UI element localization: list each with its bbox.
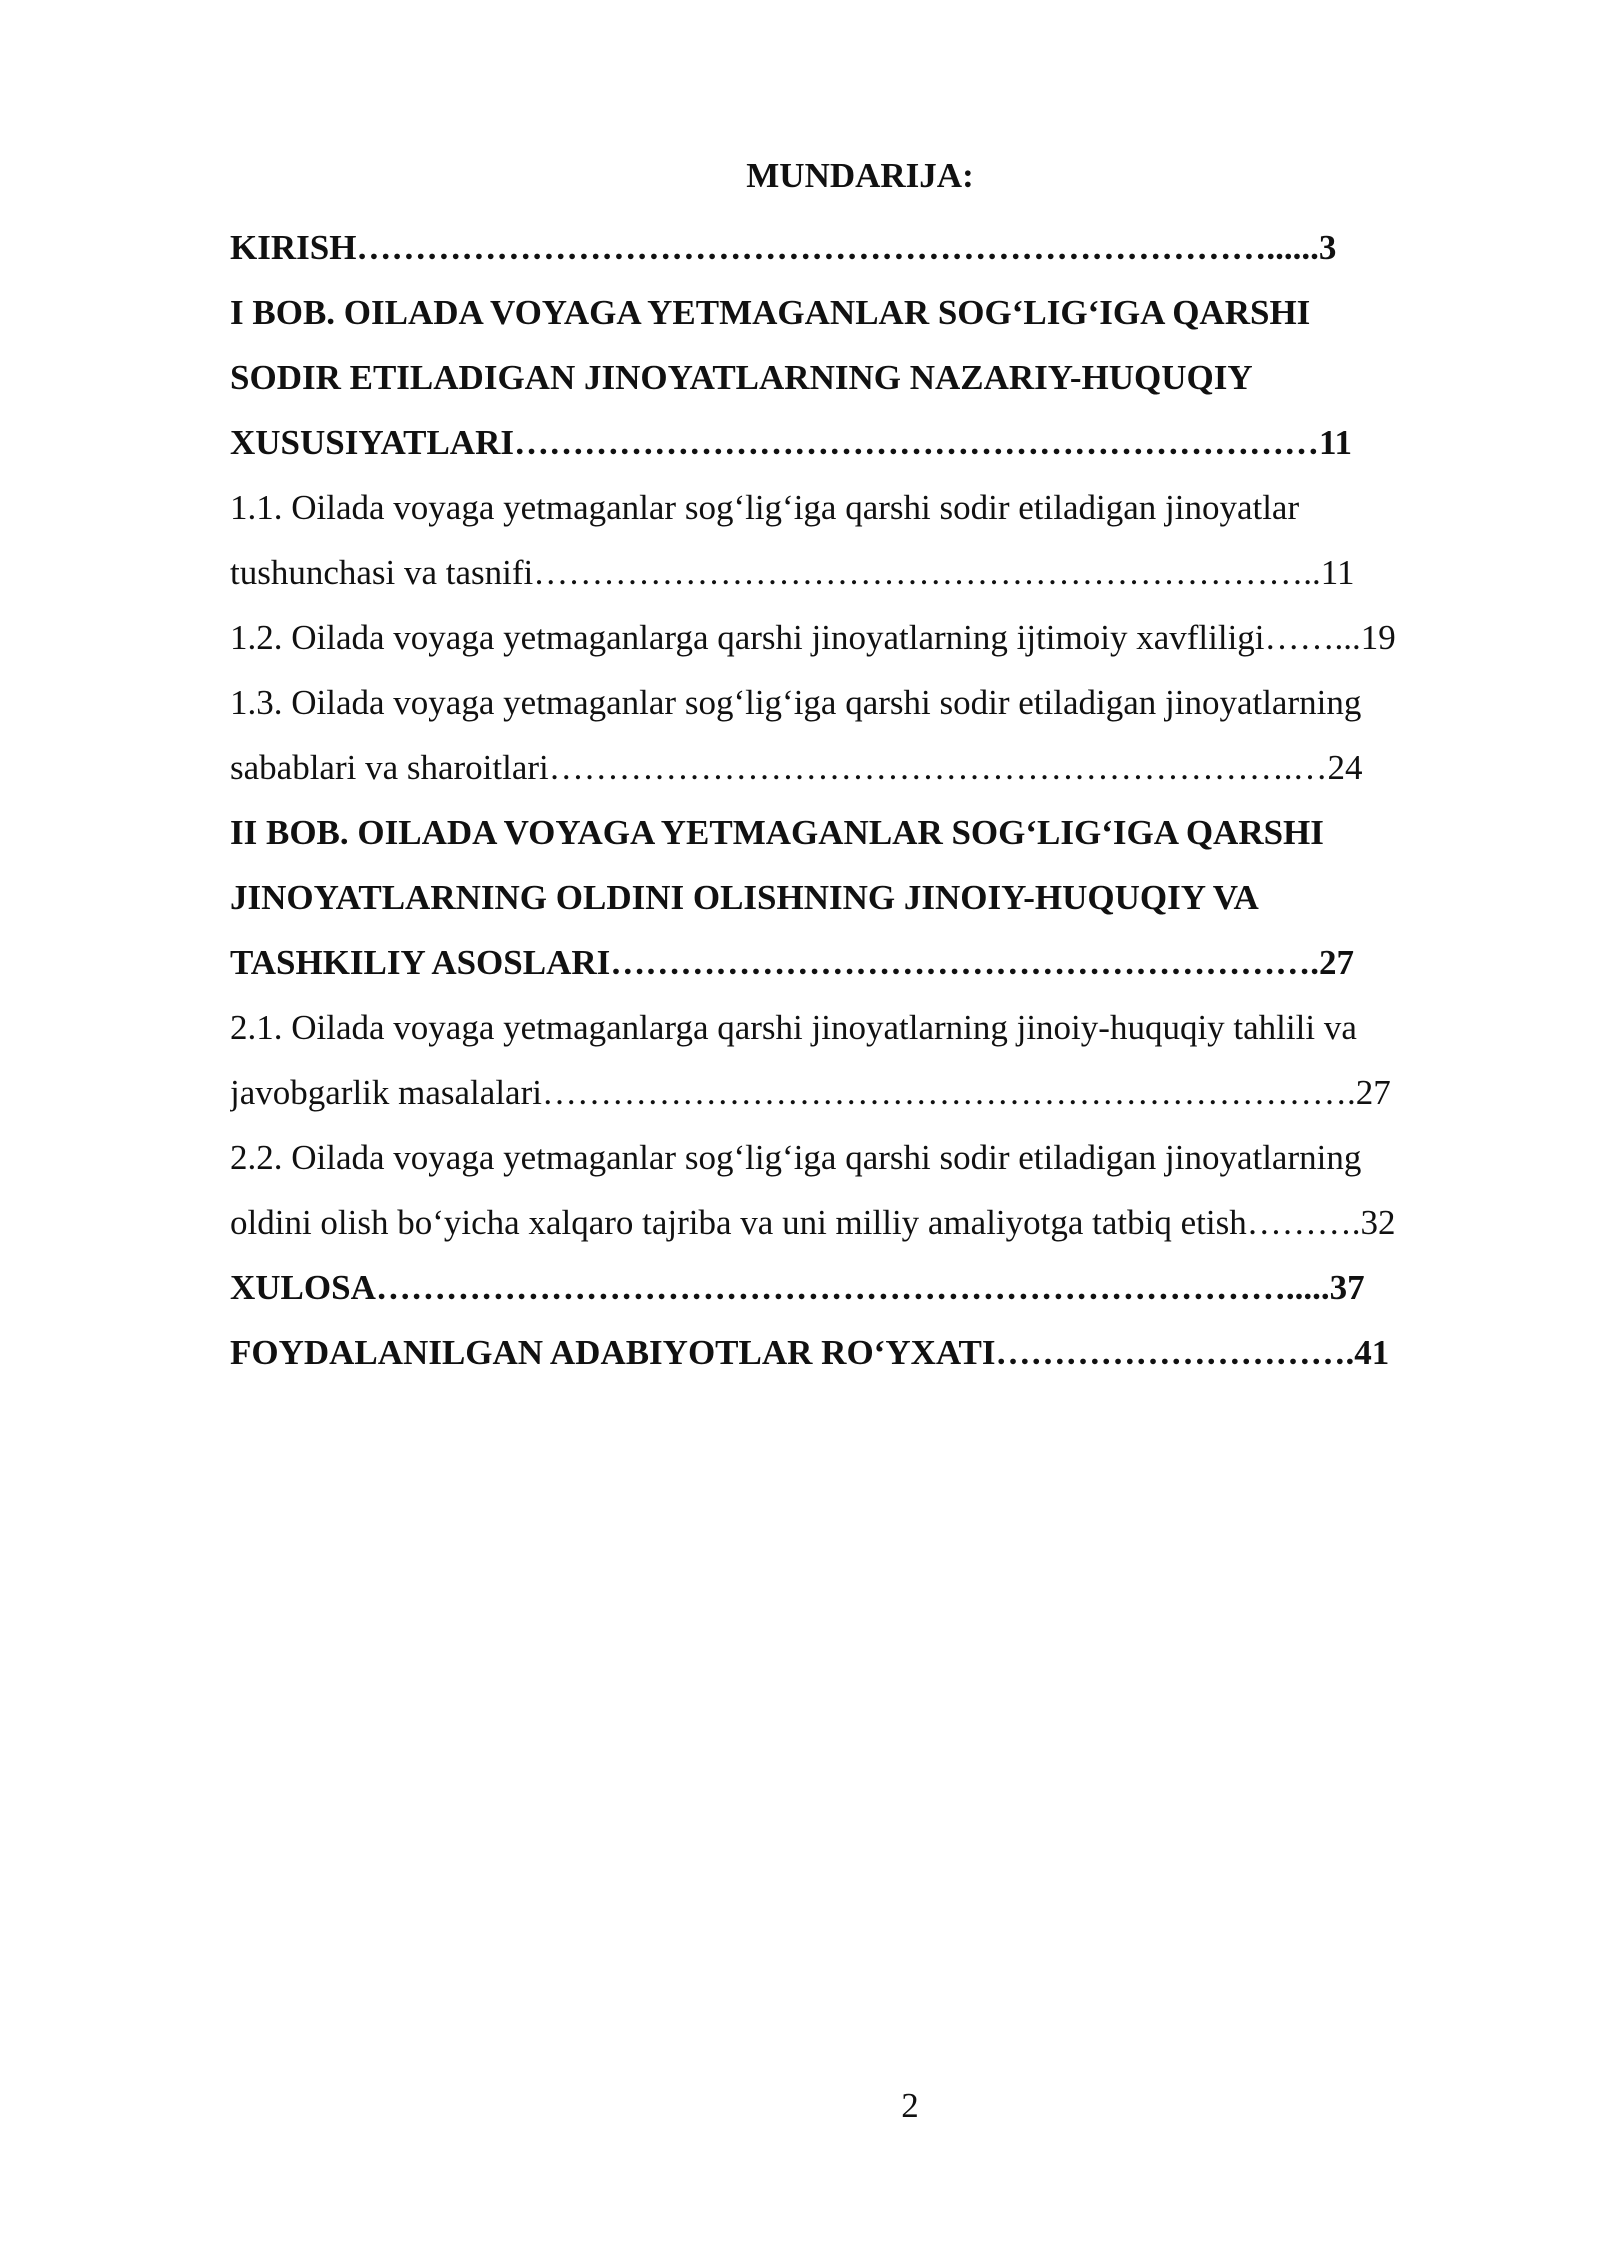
toc-line: 1.2. Oilada voyaga yetmaganlarga qarshi jinoyatlarning ijtimoiy xavfliligi……...19	[230, 618, 1396, 657]
toc-line: TASHKILIY ASOSLARI…………………………………………………….27	[230, 943, 1355, 982]
toc-line: 1.1. Oilada voyaga yetmaganlar sog‘lig‘iga qarshi sodir etiladigan jinoyatlar	[230, 488, 1300, 527]
toc-line: XULOSA…………………………………………………………………….....37	[230, 1268, 1365, 1307]
toc-line: 2.2. Oilada voyaga yetmaganlar sog‘lig‘iga qarshi sodir etiladigan jinoyatlarning	[230, 1138, 1362, 1177]
toc-line: JINOYATLARNING OLDINI OLISHNING JINOIY-HUQUQIY VA	[230, 878, 1259, 917]
page-number: 2	[901, 2086, 919, 2125]
toc-line: FOYDALANILGAN ADABIYOTLAR RO‘YXATI………………………….41	[230, 1333, 1390, 1372]
table-of-contents	[230, 215, 1495, 1385]
toc-line: javobgarlik masalalari…………………………………………………………….27	[230, 1073, 1391, 1112]
toc-line: II BOB. OILADA VOYAGA YETMAGANLAR SOG‘LIG‘IGA QARSHI	[230, 813, 1324, 852]
toc-line: 2.1. Oilada voyaga yetmaganlarga qarshi jinoyatlarning jinoiy-huquqiy tahlili va	[230, 1008, 1357, 1047]
toc-line: sabablari va sharoitlari……………………………………………………….…24	[230, 748, 1363, 787]
toc-title: MUNDARIJA:	[746, 156, 974, 195]
toc-line: tushunchasi va tasnifi…………………………………………………………..11	[230, 553, 1355, 592]
toc-line: oldini olish bo‘yicha xalqaro tajriba va uni milliy amaliyotga tatbiq etish……….32	[230, 1203, 1396, 1242]
toc-line: KIRISH……………………………………………………………………......3	[230, 228, 1337, 267]
toc-line: XUSUSIYATLARI……………………………………………………………11	[230, 423, 1353, 462]
toc-line: I BOB. OILADA VOYAGA YETMAGANLAR SOG‘LIG‘IGA QARSHI	[230, 293, 1311, 332]
toc-line: 1.3. Oilada voyaga yetmaganlar sog‘lig‘iga qarshi sodir etiladigan jinoyatlarning	[230, 683, 1362, 722]
toc-line: SODIR ETILADIGAN JINOYATLARNING NAZARIY-HUQUQIY	[230, 358, 1253, 397]
